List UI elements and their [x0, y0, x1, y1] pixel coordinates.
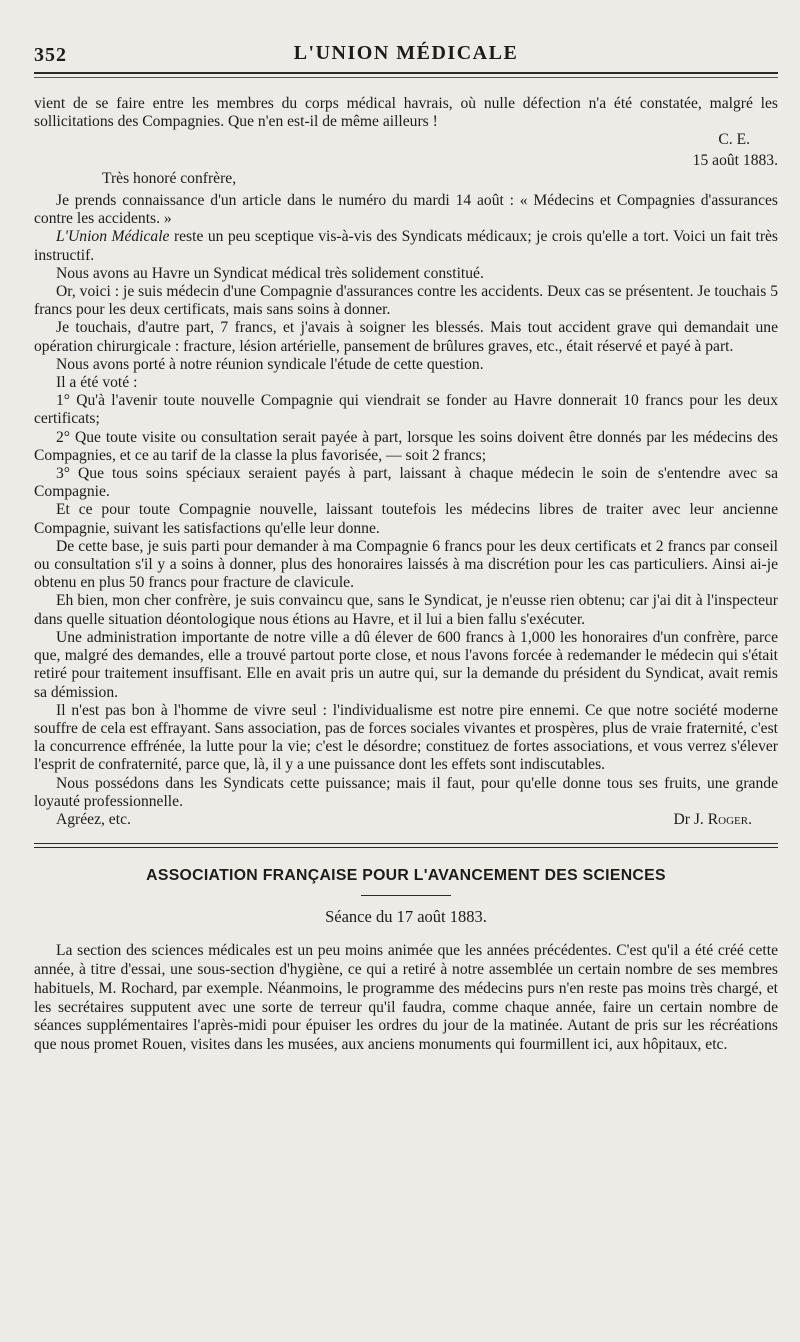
letter2-paragraph: Je prends connaissance d'un article dans le numéro du mardi 14 août : « Médecins et Compagnies d'assurances contre les accidents. » [34, 192, 778, 228]
letter2-paragraph: Il a été voté : [56, 374, 138, 392]
header-rule [34, 77, 778, 78]
section-paragraph: La section des sciences médicales est un peu moins animée que les années précédentes. C'est qu'il a été créé cette année, à titre d'essai, une sous-section d'hygiène, ce qui a retiré à notre assemblée un certain nombre de ses membres habituels, M. Rochard, par exemple. Néanmoins, le programme des médecins purs n'en reste pas moins très chargé, et les secrétaires supputent avec une sorte de terreur qu'il faudra, comme chaque année, faire un certain nombre de séances supplémentaires l'après-midi pour épuiser les ordres du jour de la matinée. Autant de pris sur les récréations que nous promet Rouen, visites dans les musées, aux anciens monuments qui fourmillent ici, aux hôpitaux, etc. [34, 942, 778, 1054]
letter2-paragraph: Eh bien, mon cher confrère, je suis convaincu que, sans le Syndicat, je n'eusse rien obtenu; car j'ai dit à l'inspecteur dans quelle situation déontologique nous étions au Havre, et il lui a bien fallu s'exécuter. [34, 592, 778, 628]
letter2-paragraph: De cette base, je suis parti pour demander à ma Compagnie 6 francs pour les deux certificats et 2 francs par conseil ou consultation s'il y a soins à donner, plus des honoraires laissés à ma discrétion pour les cas particuliers. Ainsi ai-je obtenu en plus 50 francs pour fracture de clavicule. [34, 537, 778, 592]
letter2-paragraph: Nous possédons dans les Syndicats cette puissance; mais il faut, pour qu'elle donne tous ses fruits, une grande loyauté professionnelle. [34, 774, 778, 810]
letter2-salutation: Très honoré confrère, [102, 169, 237, 187]
letter-body [34, 95, 778, 829]
letter2-paragraph: Nous avons porté à notre réunion syndicale l'étude de cette question. [56, 355, 484, 373]
vote-item-3: 3° Que tous soins spéciaux seraient payés à part, laissant à chaque médecin le soin de s'entendre avec sa Compagnie. [34, 465, 778, 501]
letter2-paragraph: Il n'est pas bon à l'homme de vivre seul : l'individualisme est notre pire ennemi. Ce que notre société moderne souffre de cela est effrayant. Sans association, pas de forces sociales vivantes et prospères, plus de vraie fraternité, c'est la concurrence effrénée, la lutte pour la vie; c'est le désordre; constituez de fortes associations, et vous verrez s'élever l'esprit de confraternité, parce que, là, il y a une puissance dont les effets sont indiscutables. [34, 701, 778, 774]
letter2-paragraph: Une administration importante de notre ville a dû élever de 600 francs à 1,000 les honoraires d'un confrère, parce que, malgré des demandes, elle a trouvé partout porte close, et nous l'avons forcée à redemander le médecin qui s'était retiré pour traitement insuffisant. Elle en avait pris un autre qui, sur la demande du président du Syndicat, avait remis sa démission. [34, 628, 778, 701]
letter2-date: 15 août 1883. [692, 151, 778, 169]
title-rule [361, 895, 451, 896]
page-number: 352 [34, 44, 67, 66]
journal-name: L'Union Médicale [56, 228, 170, 246]
letter2-paragraph: Je touchais, d'autre part, 7 francs, et j'avais à soigner les blessés. Mais tout accident grave qui demandait une opération chirurgicale : fracture, lésion artérielle, pansement de brûlures graves, etc., était réservé et payé à part. [34, 319, 778, 355]
section-divider [34, 843, 778, 848]
letter2-paragraph: Et ce pour toute Compagnie nouvelle, laissant toutefois les médecins libres de traiter avec leur ancienne Compagnie, suivant les satisfactions qu'elle leur donne. [34, 501, 778, 537]
letter2-paragraph: L'Union Médicale reste un peu sceptique vis-à-vis des Syndicats médicaux; je crois qu'elle a tort. Voici un fait très instructif. [34, 228, 778, 264]
letter2-paragraph: Or, voici : je suis médecin d'une Compagnie d'assurances contre les accidents. Deux cas se présentent. Je touchais 5 francs pour les deux certificats, mais sans soins à donner. [34, 283, 778, 319]
letter2-closing: Agréez, etc. [56, 810, 131, 828]
running-head [34, 38, 778, 74]
vote-item-2: 2° Que toute visite ou consultation serait payée à part, lorsque les soins doivent être donnés par les médecins des Compagnies, et ce au tarif de la classe la plus favorisée, — soit 2 francs; [34, 428, 778, 464]
letter1-paragraph: vient de se faire entre les membres du corps médical havrais, où nulle défection n'a été constatée, malgré les sollicitations des Compagnies. Que n'en est-il de même ailleurs ! [34, 95, 778, 131]
section-title: ASSOCIATION FRANÇAISE POUR L'AVANCEMENT DES SCIENCES [146, 867, 666, 885]
session-date: Séance du 17 août 1883. [325, 907, 487, 927]
vote-item-1: 1° Qu'à l'avenir toute nouvelle Compagnie qui viendrait se fonder au Havre donnerait 10 francs pour les deux certificats; [34, 392, 778, 428]
letter1-signature: C. E. [718, 131, 750, 149]
letter2-paragraph: Nous avons au Havre un Syndicat médical très solidement constitué. [56, 264, 484, 282]
section-body [34, 942, 778, 1055]
letter2-signature: Dr J. Roger. [673, 810, 752, 828]
journal-title: L'UNION MÉDICALE [293, 42, 519, 64]
letter2-closing-line [34, 811, 778, 829]
